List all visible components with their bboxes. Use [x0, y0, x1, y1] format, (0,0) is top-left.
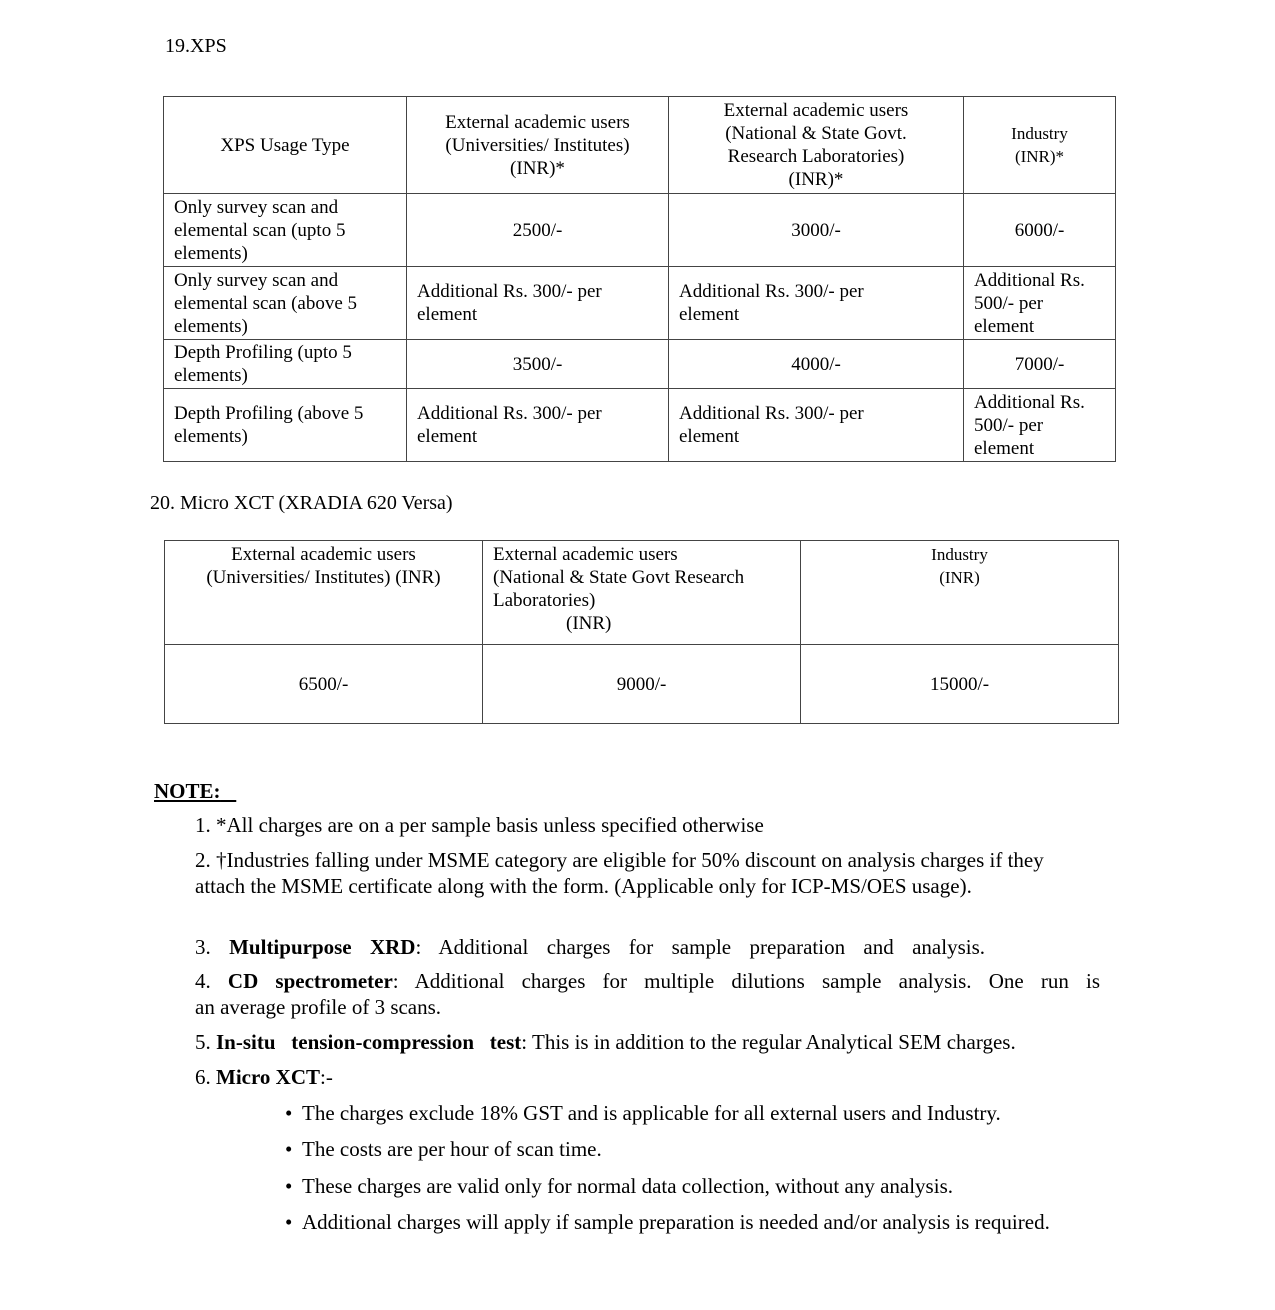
- xct-header-academic: External academic users (Universities/ Institutes) (INR): [165, 541, 483, 645]
- xps-header-govt: External academic users (National & State Govt. Research Laboratories) (INR)*: [669, 97, 964, 194]
- table-row: [164, 389, 1116, 462]
- note-heading: NOTE:: [154, 779, 221, 803]
- xct-header-govt: External academic users (National & State Govt Research Laboratories) (INR): [483, 541, 801, 645]
- xps-usage-type-cell: Depth Profiling (upto 5 elements): [164, 340, 407, 389]
- list-item: • The charges exclude 18% GST and is applicable for all external users and Industry.: [285, 1101, 1001, 1125]
- table-row: [164, 340, 1116, 389]
- note-item-3: 3. Multipurpose XRD: Additional charges for sample preparation and analysis.: [195, 935, 986, 959]
- xps-academic-charge: 3500/-: [407, 340, 669, 389]
- bullet-icon: •: [285, 1174, 293, 1198]
- bullet-icon: •: [285, 1210, 293, 1234]
- xct-header-row: [165, 541, 1119, 645]
- xps-industry-charge: Additional Rs. 500/- per element: [964, 389, 1116, 462]
- note-item-4: 4. CD spectrometer: Additional charges for multiple dilutions sample analysis. One run is an average profile of 3 scans.: [195, 969, 1100, 1019]
- table-row: [165, 645, 1119, 724]
- note-item-6: 6. Micro XCT:-: [195, 1065, 333, 1089]
- xps-charges-table: [163, 96, 1116, 462]
- xps-header-row: [164, 97, 1116, 194]
- list-item: • These charges are valid only for normal data collection, without any analysis.: [285, 1174, 953, 1198]
- bullet-icon: •: [285, 1101, 293, 1125]
- note-item-5: 5. In-situ tension-compression test: This is in addition to the regular Analytical SEM charges.: [195, 1030, 1016, 1054]
- xps-header-usage-type: XPS Usage Type: [164, 97, 407, 194]
- xct-academic-charge: 6500/-: [165, 645, 483, 724]
- list-item: • Additional charges will apply if sample preparation is needed and/or analysis is required.: [285, 1210, 1050, 1234]
- table-row: [164, 267, 1116, 340]
- xps-industry-charge: 7000/-: [964, 340, 1116, 389]
- xps-usage-type-cell: Depth Profiling (above 5 elements): [164, 389, 407, 462]
- xps-usage-type-cell: Only survey scan and elemental scan (upto 5 elements): [164, 194, 407, 267]
- note-item-2: 2. †Industries falling under MSME category are eligible for 50% discount on analysis charges if they attach the MSME certificate along with the form. (Applicable only for ICP-MS/OES usage).: [195, 848, 1044, 898]
- xps-header-industry: Industry (INR)*: [964, 97, 1116, 194]
- xct-section-title: 20. Micro XCT (XRADIA 620 Versa): [150, 492, 453, 514]
- xct-header-industry: Industry (INR): [801, 541, 1119, 645]
- xps-industry-charge: 6000/-: [964, 194, 1116, 267]
- xps-academic-charge: Additional Rs. 300/- per element: [407, 389, 669, 462]
- xps-usage-type-cell: Only survey scan and elemental scan (above 5 elements): [164, 267, 407, 340]
- xct-charges-table: [164, 540, 1119, 724]
- xps-govt-charge: Additional Rs. 300/- per element: [669, 267, 964, 340]
- xps-academic-charge: Additional Rs. 300/- per element: [407, 267, 669, 340]
- xps-academic-charge: 2500/-: [407, 194, 669, 267]
- note-item-1: 1. *All charges are on a per sample basis unless specified otherwise: [195, 813, 764, 837]
- xps-industry-charge: Additional Rs. 500/- per element: [964, 267, 1116, 340]
- xct-industry-charge: 15000/-: [801, 645, 1119, 724]
- xps-govt-charge: Additional Rs. 300/- per element: [669, 389, 964, 462]
- list-item: • The costs are per hour of scan time.: [285, 1137, 602, 1161]
- xps-section-title: 19.XPS: [165, 35, 227, 57]
- xps-govt-charge: 3000/-: [669, 194, 964, 267]
- bullet-icon: •: [285, 1137, 293, 1161]
- xps-govt-charge: 4000/-: [669, 340, 964, 389]
- table-row: [164, 194, 1116, 267]
- xps-header-academic: External academic users (Universities/ Institutes) (INR)*: [407, 97, 669, 194]
- xct-govt-charge: 9000/-: [483, 645, 801, 724]
